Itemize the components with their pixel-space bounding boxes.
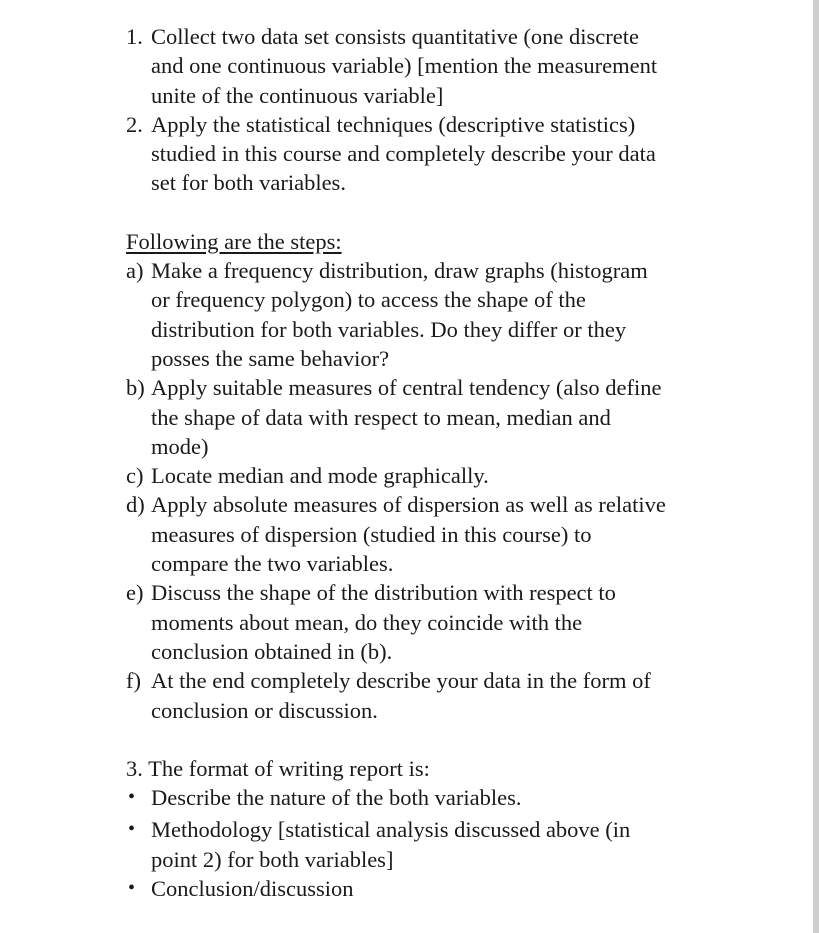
step-text: Apply suitable measures of central tendency (also define the shape of data with respect to mean, median and mode) (151, 375, 662, 459)
step-text: Locate median and mode graphically. (151, 463, 489, 489)
step-marker: f) (126, 668, 141, 694)
list-item-3: 3. The format of writing report is: (126, 755, 430, 781)
bullet-icon: • (128, 877, 136, 900)
step-text: Discuss the shape of the distribution with respect to moments about mean, do they coincide with the conclusion obtained in (b). (151, 580, 616, 664)
list-item-1 (0, 22, 800, 110)
list-item-2 (0, 110, 800, 198)
step-b (0, 373, 800, 461)
bullet-icon: • (128, 818, 136, 841)
step-marker: e) (126, 580, 144, 606)
bullet-text: Describe the nature of the both variables. (151, 785, 522, 811)
page-right-border (813, 0, 819, 933)
step-d (0, 490, 800, 578)
step-marker: a) (126, 258, 144, 284)
step-f (0, 666, 800, 725)
step-e (0, 578, 800, 666)
bullet-text: Methodology [statistical analysis discussed above (in point 2) for both variables] (151, 817, 631, 872)
bullet-item-1 (0, 783, 800, 812)
bullet-item-2 (0, 815, 800, 874)
list-marker: 1. (126, 24, 143, 49)
list-item-text: Apply the statistical techniques (descriptive statistics) studied in this course and completely describe your data set for both variables. (151, 111, 656, 196)
step-c (0, 461, 800, 490)
step-marker: b) (126, 375, 145, 401)
list-item-text: Collect two data set consists quantitative (one discrete and one continuous variable) [mention the measurement unite of the continuous variable] (151, 24, 658, 108)
step-text: At the end completely describe your data in the form of conclusion or discussion. (151, 668, 651, 723)
step-marker: d) (126, 492, 145, 518)
steps-heading: Following are the steps: (126, 228, 342, 254)
bullet-text: Conclusion/discussion (151, 876, 354, 902)
step-marker: c) (126, 463, 144, 489)
document-body (0, 22, 800, 903)
step-text: Apply absolute measures of dispersion as well as relative measures of dispersion (studied in this course) to compare the two variables. (151, 492, 666, 577)
list-marker: 2. (126, 111, 143, 137)
bullet-item-3 (0, 874, 800, 903)
step-a (0, 256, 800, 373)
bullet-icon: • (128, 786, 136, 809)
step-text: Make a frequency distribution, draw graphs (histogram or frequency polygon) to access the shape of the distribution for both variables. Do they differ or they posses the same behavior? (151, 258, 648, 371)
